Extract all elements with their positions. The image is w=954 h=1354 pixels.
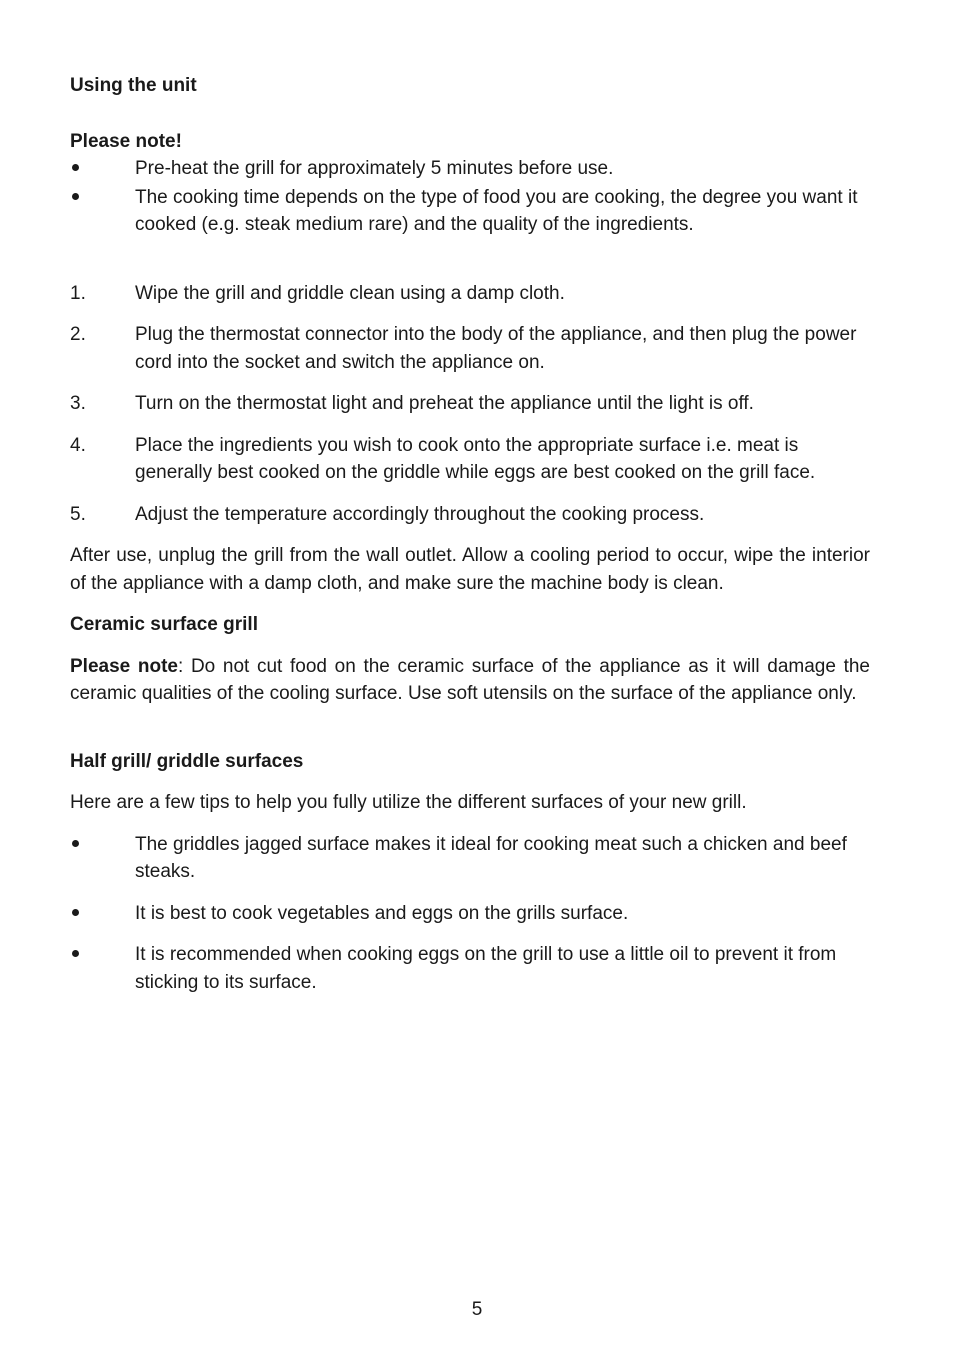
step-number: 4.: [70, 434, 86, 456]
section-title: Using the unit: [70, 75, 197, 96]
step-item: [70, 280, 870, 308]
step-number: 2.: [70, 324, 86, 345]
ceramic-note-text: : Do not cut food on the ceramic surface of the appliance as it will damage the ceramic qualities of the cooling surface. Use soft utensils on the surface of the appliance only.: [70, 655, 870, 704]
bullet-icon: [70, 941, 110, 969]
list-item-text: The griddles jagged surface makes it ideal for cooking meat such a chicken and beef steaks.: [135, 833, 847, 882]
note-heading: Please note!: [70, 130, 182, 152]
ceramic-note-label: Please note: [70, 655, 178, 677]
step-text: Wipe the grill and griddle clean using a damp cloth.: [135, 282, 565, 304]
step-number: 1.: [70, 282, 86, 304]
step-text: Plug the thermostat connector into the body of the appliance, and then plug the power cord into the socket and switch the appliance on.: [135, 324, 857, 373]
ceramic-heading: Ceramic surface grill: [70, 614, 258, 635]
bullet-icon: [70, 900, 110, 928]
step-number: 3.: [70, 393, 86, 414]
list-item: [70, 184, 870, 239]
half-grill-intro: Here are a few tips to help you fully utilize the different surfaces of your new grill.: [70, 792, 747, 813]
tips-list: [70, 831, 870, 997]
step-item: [70, 321, 870, 376]
after-use-paragraph: After use, unplug the grill from the wall outlet. Allow a cooling period to occur, wipe the interior of the appliance with a damp cloth, and make sure the machine body is clean.: [70, 545, 870, 594]
list-item-text: It is best to cook vegetables and eggs on the grills surface.: [135, 902, 629, 924]
bullet-icon: [70, 155, 110, 183]
list-item: [70, 941, 870, 996]
steps-list: [70, 280, 870, 529]
list-item: [70, 831, 870, 886]
document-page: [70, 72, 870, 1010]
step-number: 5.: [70, 503, 86, 525]
page-number: 5: [471, 1299, 483, 1320]
note-bullet-list: [70, 155, 870, 239]
ceramic-note-paragraph: [70, 653, 870, 708]
half-grill-heading: Half grill/ griddle surfaces: [70, 750, 304, 772]
step-text: Turn on the thermostat light and preheat the appliance until the light is off.: [135, 393, 754, 414]
step-text: Adjust the temperature accordingly throughout the cooking process.: [135, 503, 705, 525]
list-item: [70, 900, 870, 928]
list-item: [70, 155, 870, 183]
bullet-icon: [70, 831, 110, 859]
step-item: [70, 390, 870, 418]
list-item-text: Pre-heat the grill for approximately 5 minutes before use.: [135, 158, 614, 179]
step-text: Place the ingredients you wish to cook onto the appropriate surface i.e. meat is generally best cooked on the griddle while eggs are best cooked on the grill face.: [135, 434, 816, 483]
list-item-text: It is recommended when cooking eggs on the grill to use a little oil to prevent it from sticking to its surface.: [135, 944, 837, 993]
bullet-icon: [70, 184, 110, 212]
list-item-text: The cooking time depends on the type of food you are cooking, the degree you want it cooked (e.g. steak medium rare) and the quality of the ingredients.: [135, 186, 858, 235]
step-item: [70, 501, 870, 529]
step-item: [70, 432, 870, 487]
